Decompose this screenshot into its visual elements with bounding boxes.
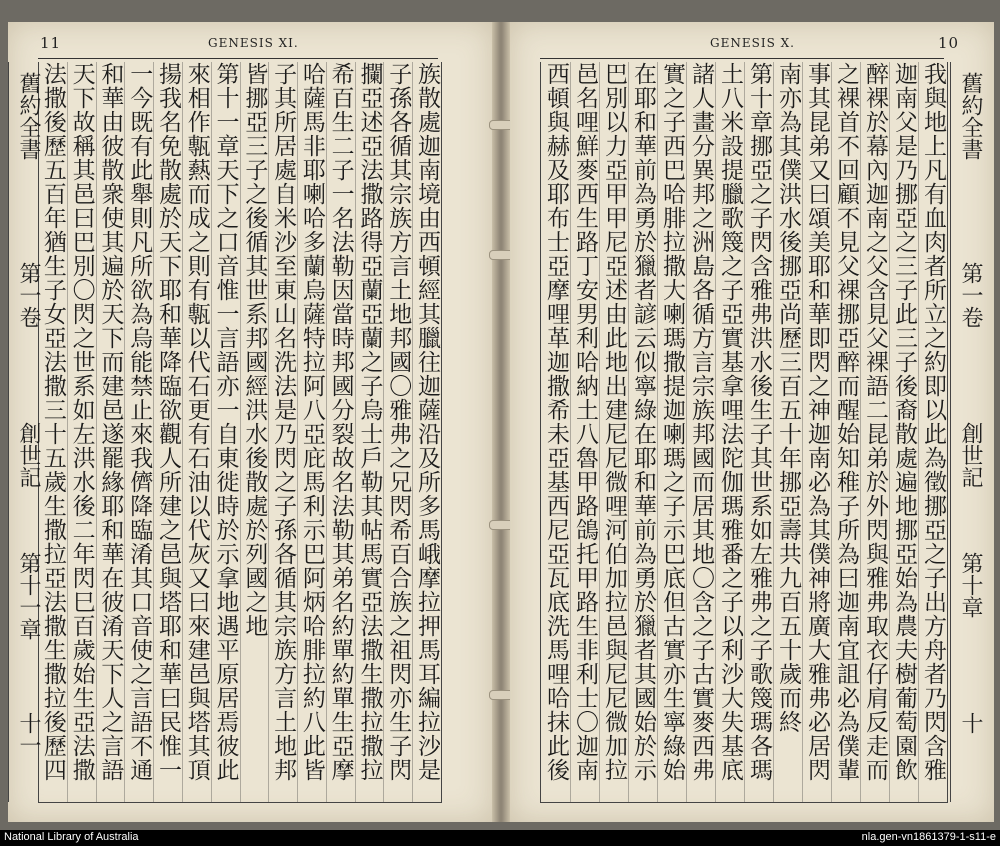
right-page: GENESIS X. 10 我與地上凡有血肉者所立之約即以此為徵挪亞之子出方舟者乃閃含雅 迦南父是乃挪亞之三子此三子後裔散處遍地挪亞始為農夫樹葡萄園飲 醉裸於幕內迦南之父含見父裸語二昆弟於外閃與雅弗取衣仔肩反走而 之裸首不回顧不見父裸挪亞醉而醒始知稚子所為曰迦南宜詛必為僕輩 事其昆弟又曰頌美耶和華即閃之神迦南必為其僕神將廣大雅弗必居閃 南亦為其僕洪水後挪亞尚歷三百五十年挪亞壽共九百五十歲而終 第十章挪亞之子閃含雅弗洪水後生子其世系如左雅弗之子歌篾瑪各瑪 土八米設提臘歌篾之子亞實基拿哩法陀伽瑪雅番之子以利沙大失基底 諸人畫分異邦之洲島各循方言宗族邦國而居其地〇含之子古實麥西弗 實之子西巴哈腓拉撒大喇瑪撒提迦喇瑪之子示巴底但古實亦生寧綠始 在耶和華前為勇於獵者諺云似寧綠在耶和華前為勇於獵者其國始於示 巴別以力亞甲甲尼亞述由此地出建尼尼微哩河伯加拉邑與尼尼微加拉 邑名哩鮮麥西生路丁安男利哈納土八魯甲路鴿托甲路生非利士〇迦南 西頓與赫及耶布士亞摩哩革迦撒希未亞基西尼亞瓦底洗馬哩哈抹此後 舊約全書 第一卷 創世記 第十章 十 [510,22,994,822]
text-column: 諸人畫分異邦之洲島各循方言宗族邦國而居其地〇含之子古實麥西弗 [686,62,715,802]
footer-identifier: nla.gen-vn1861379-1-s11-e [861,831,996,843]
text-column: 和華由彼散衆使其遍於天下而建邑遂罷緣耶和華在彼淆天下人之言語 [96,62,125,802]
margin-page: 十一 [16,712,41,756]
margin-book-name: 創世記 [958,422,983,488]
text-column: 一今既有此舉則凡所欲為烏能禁止來我儕降臨淆其口音使之言語不通 [124,62,153,802]
margin-volume: 第一卷 [16,262,41,328]
book-gutter [492,22,510,822]
text-column: 皆挪亞三子之後循其世系邦國經洪水後散處於列國之地 [240,62,269,802]
text-column: 第十章挪亞之子閃含雅弗洪水後生子其世系如左雅弗之子歌篾瑪各瑪 [744,62,773,802]
text-column: 南亦為其僕洪水後挪亞尚歷三百五十年挪亞壽共九百五十歲而終 [773,62,802,802]
text-column: 哈薩馬非耶喇哈多蘭烏薩特拉阿八亞庇馬利示巴阿炳哈腓拉約八此皆 [297,62,326,802]
text-column: 我與地上凡有血肉者所立之約即以此為徵挪亞之子出方舟者乃閃含雅 [918,62,947,802]
text-column: 迦南父是乃挪亞之三子此三子後裔散處遍地挪亞始為農夫樹葡萄園飲 [889,62,918,802]
left-text-block [38,62,442,803]
footer-bar [0,830,1000,846]
margin-chapter: 第十章 [958,552,983,618]
left-margin [8,62,39,802]
right-header-title: GENESIS X. [710,36,795,50]
text-column: 之裸首不回顧不見父裸挪亞醉而醒始知稚子所為曰迦南宜詛必為僕輩 [831,62,860,802]
right-margin [950,62,981,802]
text-column: 土八米設提臘歌篾之子亞實基拿哩法陀伽瑪雅番之子以利沙大失基底 [715,62,744,802]
left-header-title: GENESIS XI. [208,36,299,50]
text-column: 子其所居處自米沙至東山名洗法是乃閃之子孫各循其宗族方言土地邦 [268,62,297,802]
text-column: 希百生二子一名法勒因當時邦國分裂故名法勒其弟名約單約單生亞摩 [326,62,355,802]
text-column: 來相作甎爇而成之則有甎以代石更有石油以代灰又曰來建邑與塔其頂 [182,62,211,802]
text-column: 事其昆弟又曰頌美耶和華即閃之神迦南必為其僕神將廣大雅弗必居閃 [802,62,831,802]
text-column: 醉裸於幕內迦南之父含見父裸語二昆弟於外閃與雅弗取衣仔肩反走而 [860,62,889,802]
text-column: 法撒後歷五百年猶生子女亞法撒三十五歲生撒拉亞法撒生撒拉後歷四 [39,62,66,782]
left-page: 11 GENESIS XI. 族散處迦南境由西頓經其臘往迦薩沿及所多馬峨摩拉押馬耳編拉沙是 子孫各循其宗族方言土地邦國〇雅弗之兄閃希百合族之祖閃亦生子閃 攔亞述亞法撒路得亞蘭亞蘭之子烏士戶勒其帖馬實亞法撒生撒拉撒拉 希百生二子一名法勒因當時邦國分裂故名法勒其弟名約單約單生亞摩 哈薩馬非耶喇哈多蘭烏薩特拉阿八亞庇馬利示巴阿炳哈腓拉約八此皆 子其所居處自米沙至東山名洗法是乃閃之子孫各循其宗族方言土地邦 皆挪亞三子之後循其世系邦國經洪水後散處於列國之地 第十一章天下之口音惟一言語亦一自東徙時於示拿地遇平原居焉彼此 來相作甎爇而成之則有甎以代石更有石油以代灰又曰來建邑與塔其頂 揚我名免散處於天下耶和華降臨欲觀人所建之邑與塔耶和華曰民惟一 一今既有此舉則凡所欲為烏能禁止來我儕降臨淆其口音使之言語不通 和華由彼散衆使其遍於天下而建邑遂罷緣耶和華在彼淆天下人之言語 天下故稱其邑曰巴別〇閃之世系如左洪水後二年閃巳百歲始生亞法撒 法撒後歷五百年猶生子女亞法撒三十五歲生撒拉亞法撒生撒拉後歷四 舊約全書 第一卷 創世記 第十一章 十一 [8,22,492,822]
text-column: 邑名哩鮮麥西生路丁安男利哈納土八魯甲路鴿托甲路生非利士〇迦南 [570,62,599,802]
text-column: 族散處迦南境由西頓經其臘往迦薩沿及所多馬峨摩拉押馬耳編拉沙是 [412,62,441,802]
text-column: 子孫各循其宗族方言土地邦國〇雅弗之兄閃希百合族之祖閃亦生子閃 [383,62,412,802]
text-column: 在耶和華前為勇於獵者諺云似寧綠在耶和華前為勇於獵者其國始於示 [628,62,657,802]
text-column: 巴別以力亞甲甲尼亞述由此地出建尼尼微哩河伯加拉邑與尼尼微加拉 [599,62,628,802]
text-column: 實之子西巴哈腓拉撒大喇瑪撒提迦喇瑪之子示巴底但古實亦生寧綠始 [657,62,686,802]
text-column: 第十一章天下之口音惟一言語亦一自東徙時於示拿地遇平原居焉彼此 [211,62,240,802]
text-column: 攔亞述亞法撒路得亞蘭亞蘭之子烏士戶勒其帖馬實亞法撒生撒拉撒拉 [355,62,384,802]
margin-volume: 第一卷 [958,262,983,328]
right-text-block [540,62,948,803]
text-column: 揚我名免散處於天下耶和華降臨欲觀人所建之邑與塔耶和華曰民惟一 [153,62,182,802]
margin-book-name: 創世記 [16,422,41,488]
margin-book-title: 舊約全書 [16,72,41,160]
margin-page: 十 [958,712,983,734]
footer-source: National Library of Australia [4,831,139,843]
margin-book-title: 舊約全書 [958,72,983,160]
text-column: 西頓與赫及耶布士亞摩哩革迦撒希未亞基西尼亞瓦底洗馬哩哈抹此後 [543,62,569,782]
text-column: 天下故稱其邑曰巴別〇閃之世系如左洪水後二年閃巳百歲始生亞法撒 [67,62,96,802]
margin-chapter: 第十一章 [16,552,41,640]
